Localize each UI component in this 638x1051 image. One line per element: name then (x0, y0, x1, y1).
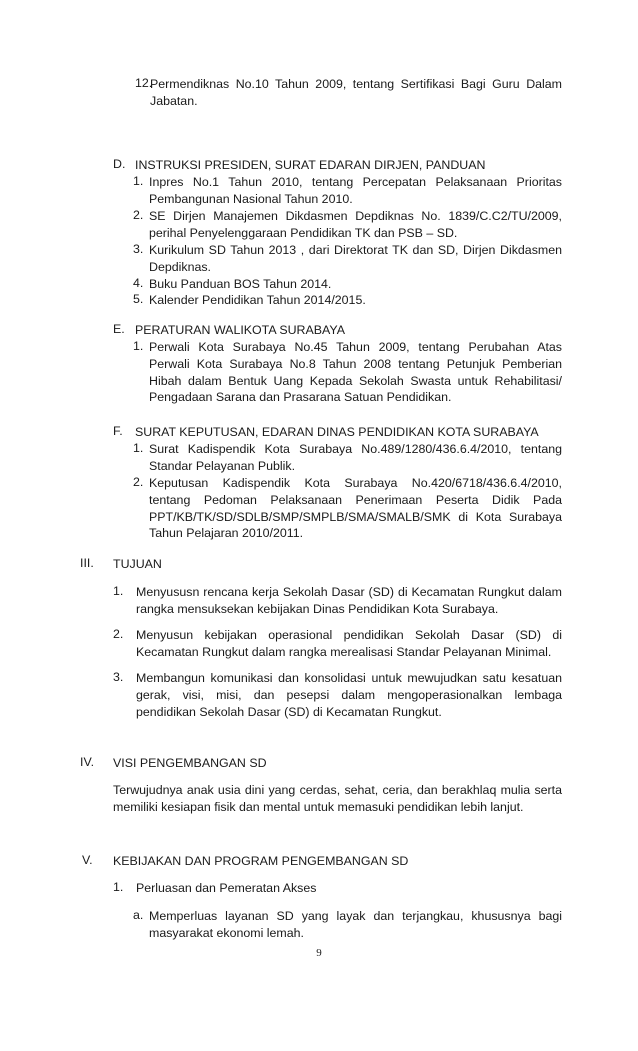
list-item-text: Kalender Pendidikan Tahun 2014/2015. (149, 293, 366, 307)
vision-paragraph: Terwujudnya anak usia dini yang cerdas, sehat, ceria, dan berakhlaq mulia serta memiliki kesiapan fisik dan mental untuk memasuki pendidikan lebih lanjut. (113, 783, 562, 814)
list-number: 1. (113, 880, 124, 894)
section-heading: TUJUAN (113, 557, 162, 571)
list-item-text: Perwali Kota Surabaya No.45 Tahun 2009, tentang Perubahan Atas Perwali Kota Surabaya No.8 Tahun 2008 tentang Petunjuk Pemberian Hibah dalam Bentuk Uang Kepada Sekolah Swasta untuk Rehabilitasi/ Pengadaan Sarana dan Prasarana Satuan Pendidikan. (149, 340, 562, 405)
list-item-text: Kurikulum SD Tahun 2013 , dari Direktorat TK dan SD, Dirjen Dikdasmen Depdiknas. (149, 243, 562, 274)
section-heading: SURAT KEPUTUSAN, EDARAN DINAS PENDIDIKAN KOTA SURABAYA (135, 425, 539, 439)
list-item-text: Inpres No.1 Tahun 2010, tentang Percepatan Pelaksanaan Prioritas Pembangunan Nasional Tahun 2010. (149, 175, 562, 206)
section-heading: PERATURAN WALIKOTA SURABAYA (135, 323, 345, 337)
list-item-text: Permendiknas No.10 Tahun 2009, tentang Sertifikasi Bagi Guru Dalam Jabatan. (150, 77, 562, 108)
list-number: 2. (133, 475, 144, 489)
list-number: 1. (113, 584, 124, 598)
list-item-text: Keputusan Kadispendik Kota Surabaya No.420/6718/436.6.4/2010, tentang Pedoman Pelaksanaan Penerimaan Peserta Didik Pada PPT/KB/TK/SD/SDLB/SMP/SMPLB/SMA/SMALB/SMK di Kota Surabaya Tahun Pelajaran 2010/2011. (149, 476, 562, 541)
section-roman: V. (82, 853, 93, 867)
section-roman: III. (80, 556, 94, 570)
list-item-text: Surat Kadispendik Kota Surabaya No.489/1280/436.6.4/2010, tentang Standar Pelayanan Publik. (149, 442, 562, 473)
list-number: 3. (133, 242, 144, 256)
list-number: 12. (135, 76, 153, 90)
list-letter: a. (133, 908, 144, 922)
list-number: 4. (133, 276, 144, 290)
section-heading: INSTRUKSI PRESIDEN, SURAT EDARAN DIRJEN, PANDUAN (135, 158, 486, 172)
list-number: 2. (133, 208, 144, 222)
section-letter: D. (113, 157, 126, 171)
list-item-text: Menyususn rencana kerja Sekolah Dasar (SD) di Kecamatan Rungkut dalam rangka mensuksekan kebijakan Dinas Pendidikan Kota Surabaya. (136, 585, 562, 616)
list-item-text: Membangun komunikasi dan konsolidasi untuk mewujudkan satu kesatuan gerak, visi, misi, dan pesepsi dalam mengoperasionalkan lembaga pendidikan Sekolah Dasar (SD) di Kecamatan Rungkut. (136, 671, 562, 719)
section-letter: F. (113, 424, 123, 438)
list-number: 1. (133, 339, 144, 353)
list-item-text: Buku Panduan BOS Tahun 2014. (149, 277, 332, 291)
list-number: 3. (113, 670, 124, 684)
section-heading: KEBIJAKAN DAN PROGRAM PENGEMBANGAN SD (113, 854, 409, 868)
list-number: 5. (133, 292, 144, 306)
section-heading: VISI PENGEMBANGAN SD (113, 756, 267, 770)
list-number: 1. (133, 174, 144, 188)
page-number: 9 (316, 947, 322, 959)
list-item-text: Memperluas layanan SD yang layak dan terjangkau, khususnya bagi masyarakat ekonomi lemah. (149, 909, 562, 940)
list-number: 2. (113, 627, 124, 641)
list-item-text: Perluasan dan Pemeratan Akses (136, 881, 317, 895)
section-roman: IV. (80, 755, 95, 769)
list-item-text: SE Dirjen Manajemen Dikdasmen Depdiknas No. 1839/C.C2/TU/2009, perihal Penyelenggaraan Pendidikan TK dan PSB – SD. (149, 209, 562, 240)
list-number: 1. (133, 441, 144, 455)
section-letter: E. (113, 322, 125, 336)
list-item-text: Menyusun kebijakan operasional pendidikan Sekolah Dasar (SD) di Kecamatan Rungkut dalam rangka merealisasi Standar Pelayanan Minimal. (136, 628, 562, 659)
